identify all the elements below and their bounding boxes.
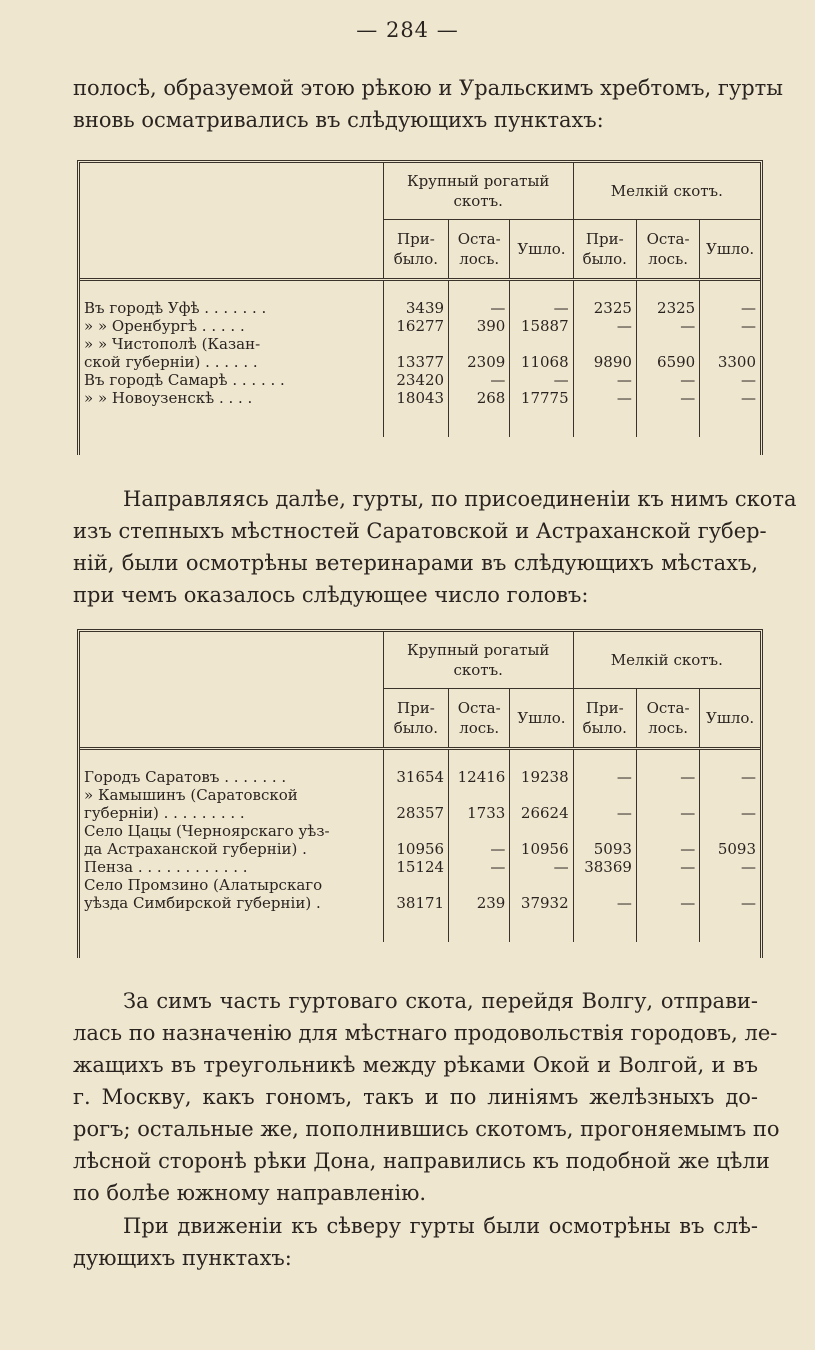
cell-value: 19238 — [510, 768, 573, 786]
group-header-small: Мелкій скотъ. — [573, 163, 760, 220]
table-row — [80, 786, 760, 804]
table-row — [80, 353, 760, 371]
table-row — [80, 804, 760, 822]
cell-value — [573, 876, 636, 894]
cell-value: — — [573, 371, 636, 389]
subheader: Оста-лось. — [636, 689, 699, 749]
row-label: Въ городѣ Уфѣ . . . . . . . — [80, 299, 383, 317]
text-line: За симъ часть гуртоваго скота, перейдя Волгу, отправи- — [123, 989, 758, 1013]
cell-value: 1733 — [449, 804, 510, 822]
table-row — [80, 299, 760, 317]
text-line: лась по назначенію для мѣстнаго продовольствія городовъ, ле- — [73, 1021, 778, 1045]
row-label: Въ городѣ Самарѣ . . . . . . — [80, 371, 383, 389]
cell-value: — — [741, 768, 756, 786]
cell-value: 31654 — [383, 768, 448, 786]
table-1 — [77, 160, 763, 455]
row-label: Село Цацы (Черноярскаго уѣз- — [80, 822, 383, 840]
row-label: » » Чистополѣ (Казан- — [80, 335, 383, 353]
subheader: Ушло. — [510, 689, 573, 749]
row-label: ской губерніи) . . . . . . — [80, 353, 383, 371]
cell-value — [510, 876, 573, 894]
text-line: жащихъ въ треугольникѣ между рѣками Окой и Волгой, и въ — [73, 1053, 758, 1077]
subheader: Ушло. — [706, 709, 755, 727]
subheader: При-было. — [573, 220, 636, 280]
cell-value — [700, 876, 760, 894]
cell-value: — — [449, 858, 510, 876]
cell-value: 11068 — [510, 353, 573, 371]
row-label: » » Оренбургѣ . . . . . — [80, 317, 383, 335]
cell-value: 2309 — [449, 353, 510, 371]
cell-value: — — [636, 371, 699, 389]
group-header-cattle: Крупный рогатый скотъ. — [383, 163, 573, 220]
cell-value — [573, 822, 636, 840]
cell-value: 15887 — [510, 317, 573, 335]
table-corner — [80, 632, 383, 749]
cell-value: — — [573, 317, 636, 335]
cell-value: 38171 — [383, 894, 448, 912]
cell-value: — — [636, 768, 699, 786]
cell-value — [573, 786, 636, 804]
cell-value: — — [449, 371, 510, 389]
table-row — [80, 894, 760, 912]
cell-value: 5093 — [573, 840, 636, 858]
cell-value — [383, 786, 448, 804]
cell-value — [383, 335, 448, 353]
cell-value: 18043 — [383, 389, 448, 407]
text-line: ній, были осмотрѣны ветеринарами въ слѣдующихъ мѣстахъ, — [73, 551, 758, 575]
row-label: Пенза . . . . . . . . . . . . — [80, 858, 383, 876]
subheader: Оста-лось. — [636, 220, 699, 280]
cell-value: — — [741, 389, 756, 407]
livestock-table-2 — [80, 632, 760, 942]
cell-value: — — [636, 804, 699, 822]
cell-value — [510, 822, 573, 840]
cell-value: — — [636, 840, 699, 858]
cell-value — [573, 335, 636, 353]
cell-value: — — [741, 371, 756, 389]
cell-value: 16277 — [383, 317, 448, 335]
cell-value: 3300 — [717, 353, 756, 371]
cell-value — [383, 822, 448, 840]
cell-value: 2325 — [636, 299, 699, 317]
paragraph-3 — [73, 985, 780, 1209]
cell-value: — — [636, 894, 699, 912]
cell-value: — — [741, 804, 756, 822]
subheader: При-было. — [383, 689, 448, 749]
cell-value — [700, 822, 760, 840]
cell-value: 5093 — [717, 840, 756, 858]
cell-value: — — [636, 858, 699, 876]
paragraph-2 — [73, 483, 797, 611]
cell-value: 10956 — [383, 840, 448, 858]
table-row — [80, 858, 760, 876]
cell-value: 28357 — [383, 804, 448, 822]
row-label: Село Промзино (Алатырскаго — [80, 876, 383, 894]
cell-value: 3439 — [383, 299, 448, 317]
cell-value: — — [573, 768, 636, 786]
table-corner — [80, 163, 383, 280]
text-line: полосѣ, образуемой этою рѣкою и Уральскимъ хребтомъ, гурты — [73, 76, 783, 100]
cell-value — [449, 786, 510, 804]
cell-value: — — [741, 858, 756, 876]
page-number: — 284 — — [356, 18, 459, 42]
cell-value — [700, 335, 760, 353]
table-row — [80, 876, 760, 894]
table-row — [80, 822, 760, 840]
group-header-cattle: Крупный рогатый скотъ. — [383, 632, 573, 689]
subheader: Ушло. — [510, 220, 573, 280]
cell-value: 37932 — [510, 894, 573, 912]
cell-value: 6590 — [636, 353, 699, 371]
cell-value: 13377 — [383, 353, 448, 371]
cell-value — [700, 786, 760, 804]
livestock-table-1 — [80, 163, 760, 437]
table-2 — [77, 629, 763, 958]
cell-value: — — [573, 389, 636, 407]
cell-value: — — [741, 317, 756, 335]
subheader: Ушло. — [706, 240, 755, 258]
cell-value: 390 — [449, 317, 510, 335]
cell-value — [449, 335, 510, 353]
row-label: губерніи) . . . . . . . . . — [80, 804, 383, 822]
cell-value: — — [510, 858, 573, 876]
row-label: уѣзда Симбирской губерніи) . — [80, 894, 383, 912]
cell-value — [383, 876, 448, 894]
cell-value: — — [636, 317, 699, 335]
subheader: При-было. — [573, 689, 636, 749]
cell-value: 268 — [449, 389, 510, 407]
cell-value — [449, 822, 510, 840]
cell-value: — — [573, 894, 636, 912]
text-line: дующихъ пунктахъ: — [73, 1246, 292, 1270]
group-header-small: Мелкій скотъ. — [573, 632, 760, 689]
text-line: рогъ; остальные же, пополнившись скотомъ, прогоняемымъ по — [73, 1117, 780, 1141]
cell-value: 10956 — [510, 840, 573, 858]
cell-value: — — [510, 299, 573, 317]
cell-value: — — [741, 894, 756, 912]
subheader: Оста-лось. — [449, 220, 510, 280]
cell-value: 26624 — [510, 804, 573, 822]
cell-value — [636, 335, 699, 353]
cell-value — [636, 822, 699, 840]
row-label: » Камышинъ (Саратовской — [80, 786, 383, 804]
text-line: Направляясь далѣе, гурты, по присоединеніи къ нимъ скота — [123, 487, 797, 511]
cell-value — [636, 786, 699, 804]
cell-value: 239 — [449, 894, 510, 912]
cell-value: — — [449, 840, 510, 858]
cell-value — [636, 876, 699, 894]
table-row — [80, 371, 760, 389]
cell-value: 15124 — [383, 858, 448, 876]
row-label: » » Новоузенскѣ . . . . — [80, 389, 383, 407]
subheader: Оста-лось. — [449, 689, 510, 749]
cell-value: — — [510, 371, 573, 389]
paragraph-4 — [73, 1210, 758, 1274]
cell-value: 9890 — [573, 353, 636, 371]
table-row — [80, 335, 760, 353]
cell-value — [449, 876, 510, 894]
cell-value: — — [573, 804, 636, 822]
cell-value: 2325 — [573, 299, 636, 317]
text-line: изъ степныхъ мѣстностей Саратовской и Астраханской губер- — [73, 519, 767, 543]
text-line: при чемъ оказалось слѣдующее число головъ: — [73, 583, 589, 607]
table-row — [80, 768, 760, 786]
cell-value: — — [636, 389, 699, 407]
paragraph-1 — [73, 72, 783, 136]
text-line: по болѣе южному направленію. — [73, 1181, 427, 1205]
cell-value — [510, 335, 573, 353]
table-row — [80, 840, 760, 858]
text-line: При движеніи къ сѣверу гурты были осмотрѣны въ слѣ- — [123, 1214, 758, 1238]
row-label: да Астраханской губерніи) . — [80, 840, 383, 858]
text-line: лѣсной сторонѣ рѣки Дона, направились къ подобной же цѣли — [73, 1149, 770, 1173]
text-line: г. Москву, какъ гономъ, такъ и по линіямъ желѣзныхъ до- — [73, 1085, 758, 1109]
subheader: При-было. — [383, 220, 448, 280]
table-row — [80, 389, 760, 407]
row-label: Городъ Саратовъ . . . . . . . — [80, 768, 383, 786]
cell-value: 12416 — [449, 768, 510, 786]
cell-value: — — [449, 299, 510, 317]
cell-value — [510, 786, 573, 804]
table-row — [80, 317, 760, 335]
text-line: вновь осматривались въ слѣдующихъ пунктахъ: — [73, 108, 604, 132]
cell-value: — — [741, 299, 756, 317]
cell-value: 38369 — [573, 858, 636, 876]
cell-value: 23420 — [383, 371, 448, 389]
cell-value: 17775 — [510, 389, 573, 407]
